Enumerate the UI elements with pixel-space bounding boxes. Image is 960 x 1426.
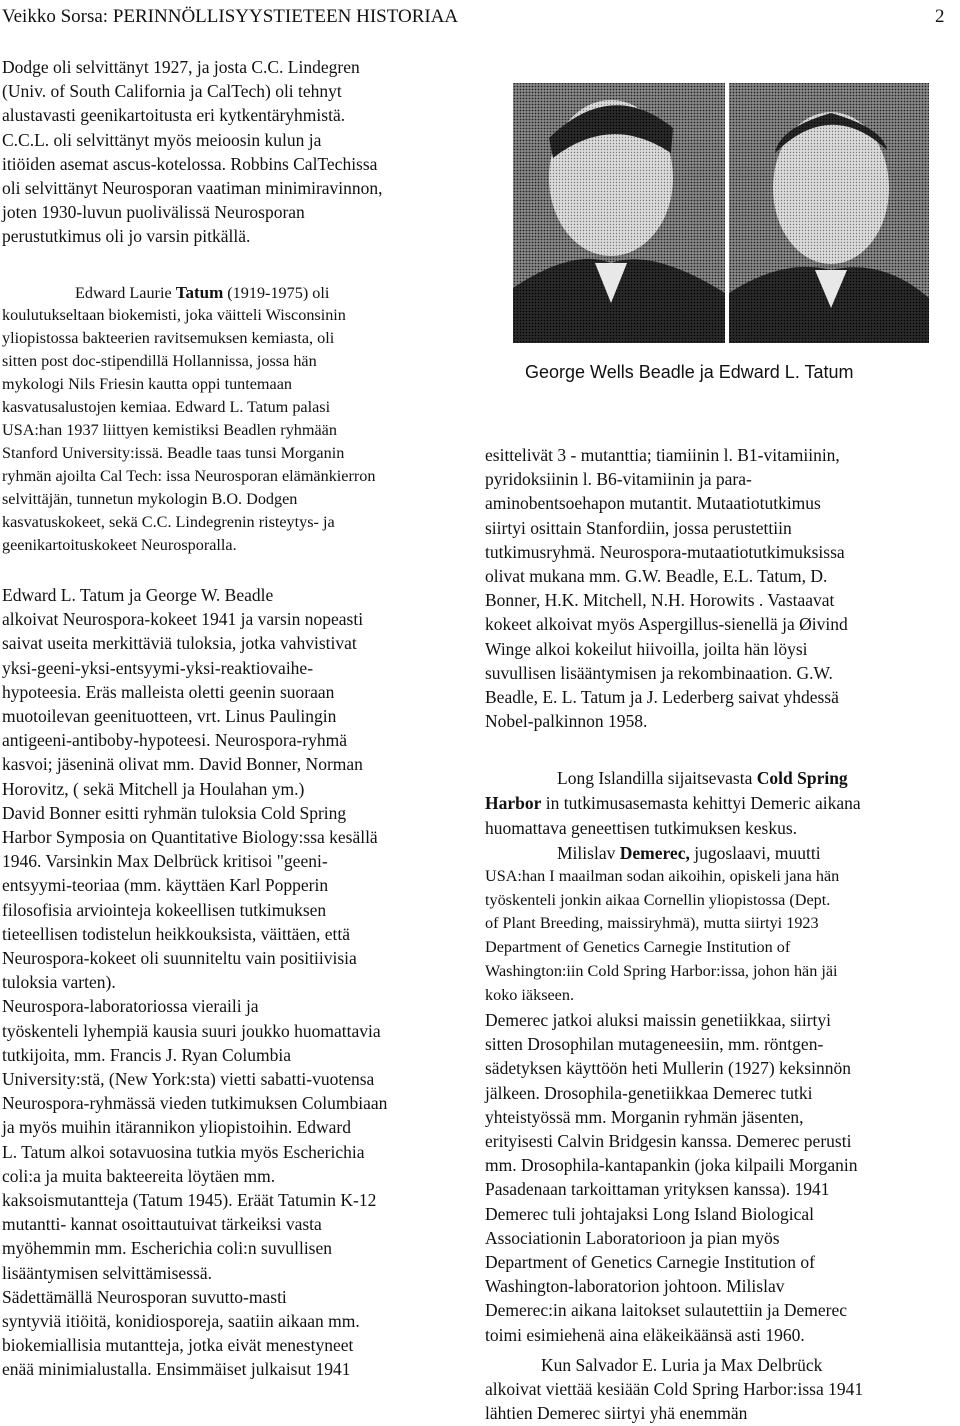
text-line: antigeeni-antiboby-hypoteesi. Neurospora-ryhmä	[2, 730, 348, 751]
cold-spring-bold: Cold Spring	[756, 768, 848, 788]
text-line: C.C.L. oli selvittänyt myös meioosin kulun ja	[2, 129, 322, 150]
text-line: Stanford University:issä. Beadle taas tunsi Morganin	[2, 444, 345, 462]
demerec-bold: Demerec,	[619, 843, 690, 863]
text-line: kokeet alkoivat myös Aspergillus-sienellä ja Øivind	[485, 614, 848, 635]
text-line: yksi-geeni-yksi-entsyymi-yksi-reaktiovaihe-	[2, 657, 314, 678]
text-line: pyridoksiinin l. B6-vitamiinin ja para-	[485, 469, 752, 490]
text-line: filosofisia arviointeja kokeellisen tutkimuksen	[2, 899, 327, 920]
text-line: Washington:iin Cold Spring Harbor:issa, johon hän jäi	[485, 961, 838, 980]
text-line: itiöiden asemat ascus-kotelossa. Robbins CalTechissa	[2, 153, 378, 174]
text-line: Neurospora-ryhmässä vieden tutkimuksen Columbiaan	[2, 1093, 388, 1114]
text-line: 1946. Varsinkin Max Delbrück kritisoi "geeni-	[2, 851, 328, 872]
text-line: Dodge oli selvittänyt 1927, ja josta C.C. Lindegren	[2, 57, 360, 77]
text-line: L. Tatum alkoi sotavuosina tutkia myös Escherichia	[2, 1141, 365, 1162]
text-line: Neurospora-laboratoriossa vieraili ja	[2, 996, 259, 1017]
cold-spring-line-2	[485, 793, 861, 814]
text-line: lähtien Demerec siirtyi yhä enemmän	[485, 1403, 748, 1424]
text-line: mykologi Nils Friesin kautta oppi tuntemaan	[2, 375, 292, 393]
tatum-first-pre: Edward Laurie	[75, 284, 176, 302]
text-line: joten 1930-luvun puolivälissä Neurosporan	[2, 202, 305, 223]
text-line: (Univ. of South California ja CalTech) oli tehnyt	[2, 81, 342, 102]
text-line: kasvoi; jäseninä olivat mm. David Bonner, Norman	[2, 754, 363, 775]
tatum-first-post: (1919-1975) oli	[223, 284, 330, 302]
text-line: biokemiallisia mutantteja, jotka eivät menestyneet	[2, 1335, 354, 1356]
text-line: Harbor Symposia on Quantitative Biology:ssa kesällä	[2, 827, 378, 847]
text-line: Department of Genetics Carnegie Institution of	[485, 1252, 815, 1272]
cold-spring-line-3: huomattava geneettisen tutkimuksen keskus.	[485, 818, 798, 838]
text-line: Winge alkoi kokeilut hiivoilla, joilta hän löysi	[485, 638, 808, 659]
text-line: sitten Drosophilan mutageneesiin, mm. röntgen-	[485, 1034, 824, 1055]
text-line: tuloksia varten).	[2, 972, 116, 993]
text-line: Demerec jatkoi aluksi maissin genetiikkaa, siirtyi	[485, 1010, 832, 1030]
text-line: yhteistyössä mm. Morganin ryhmän jäsenten,	[485, 1106, 804, 1127]
text-line: Nobel-palkinnon 1958.	[485, 711, 648, 732]
text-line: Demerec:in aikana laitokset sulautettiin ja Demerec	[485, 1300, 847, 1321]
text-line: muotoilevan geenituotteen, vrt. Linus Paulingin	[2, 706, 337, 726]
text-line: yliopistossa bakteerien ravitsemuksen kemiasta, oli	[2, 329, 335, 347]
demerec-post: jugoslaavi, muutti	[689, 843, 821, 863]
text-line: Department of Genetics Carnegie Institution of	[485, 938, 791, 957]
text-line: alustavasti geenikartoitusta eri kytkentäryhmistä.	[2, 105, 346, 126]
text-line: Demerec tuli johtajaksi Long Island Biological	[485, 1203, 815, 1224]
text-line: koko iäkseen.	[485, 985, 575, 1004]
text-line: Neurospora-kokeet oli suunniteltu vain positiivisia	[2, 948, 357, 968]
cold-spring-line-1	[557, 768, 848, 789]
text-line: ja myös muihin itärannikon yliopistoihin. Edward	[2, 1117, 351, 1138]
text-line: of Plant Breeding, maissiryhmä), mutta siirtyi 1923	[485, 914, 819, 933]
text-line: Horovitz, ( sekä Mitchell ja Houlahan ym.)	[2, 778, 305, 799]
text-line: työskenteli lyhempiä kausia suuri joukko huomattavia	[2, 1020, 381, 1041]
text-line: perustutkimus oli jo varsin pitkällä.	[2, 226, 251, 247]
text-line: University:stä, (New York:sta) vietti sabatti-vuotensa	[2, 1069, 375, 1089]
text-line: tieteellisen todistelun heikkouksista, väittäen, että	[2, 923, 350, 944]
text-line: työskenteli jonkin aikaa Cornellin yliopistossa (Dept.	[485, 890, 831, 909]
text-line: aminobentsoehapon mutantit. Mutaatiotutkimus	[485, 493, 821, 514]
text-line: coli:a ja muita bakteereita löytäen mm.	[2, 1165, 276, 1186]
text-line: hypoteesia. Eräs malleista oletti geenin suoraan	[2, 681, 335, 702]
harbor-bold: Harbor	[485, 793, 542, 813]
text-line: esittelivät 3 - mutanttia; tiamiinin l. B1-vitamiinin,	[485, 445, 840, 465]
text-line: olivat mukana mm. G.W. Beadle, E.L. Tatum, D.	[485, 566, 828, 586]
text-line: ryhmän ajoilta Cal Tech: issa Neurosporan elämänkierron	[2, 467, 376, 485]
text-line: tutkijoita, mm. Francis J. Ryan Columbia	[2, 1044, 292, 1065]
text-line: kaksoismutantteja (Tatum 1945). Eräät Tatumin K-12	[2, 1190, 377, 1210]
photo-caption: George Wells Beadle ja Edward L. Tatum	[525, 362, 854, 382]
demerec-line-1	[557, 843, 821, 864]
text-line: enää minimialustalla. Ensimmäiset julkaisut 1941	[2, 1359, 351, 1380]
text-line: siirtyi osittain Stanfordiin, jossa perustettiin	[485, 517, 792, 538]
text-line: toimi esimiehenä aina eläkeikäänsä asti 1960.	[485, 1324, 805, 1345]
text-line: geenikartoituskokeet Neurosporalla.	[2, 536, 237, 554]
text-line: tutkimusryhmä. Neurospora-mutaatiotutkimuksissa	[485, 541, 845, 562]
text-line: lisääntymisen selvittämisessä.	[2, 1262, 212, 1283]
text-line: saivat useita merkittäviä tuloksia, jotka vahvistivat	[2, 633, 357, 654]
portrait-photo	[483, 58, 959, 346]
text-line: suvullisen lisääntymisen ja rekombinaation. G.W.	[485, 662, 833, 683]
text-line: Pasadenaan tarkoittaman yrityksen kanssa). 1941	[485, 1179, 830, 1200]
text-line: jälkeen. Drosophila-genetiikkaa Demerec tutki	[485, 1082, 813, 1103]
page-number: 2	[935, 6, 945, 27]
running-header-title: Veikko Sorsa: PERINNÖLLISYYSTIETEEN HISTORIAA	[2, 6, 459, 27]
text-line: sädetyksen käyttöön heti Mullerin (1927) keksinnön	[485, 1058, 851, 1079]
portrait-photo-graphic	[483, 58, 959, 346]
text-line: kasvatusalustojen kemiaa. Edward L. Tatum palasi	[2, 398, 331, 416]
tatum-first-line	[75, 283, 329, 303]
text-line: mm. Drosophila-kantapankin (joka kilpaili Morganin	[485, 1155, 858, 1176]
text-line: Washington-laboratorion johtoon. Milislav	[485, 1276, 785, 1297]
text-line: Beadle, E. L. Tatum ja J. Lederberg saivat yhdessä	[485, 687, 839, 707]
text-line: Associationin Laboratorioon ja pian myös	[485, 1227, 780, 1248]
text-line: USA:han I maailman sodan aikoihin, opiskeli jana hän	[485, 867, 840, 885]
text-line: USA:han 1937 liittyen kemistiksi Beadlen ryhmään	[2, 421, 337, 439]
text-line: selvittäjän, tunnetun mykologin B.O. Dodgen	[2, 490, 298, 508]
text-line: erityisesti Calvin Bridgesin kanssa. Demerec perusti	[485, 1131, 852, 1151]
text-line: Bonner, H.K. Mitchell, N.H. Horowits . Vastaavat	[485, 590, 835, 611]
text-line: myöhemmin mm. Escherichia coli:n suvullisen	[2, 1238, 333, 1259]
text-line: koulutukseltaan biokemisti, joka väitteli Wisconsinin	[2, 306, 346, 324]
text-line: syntyviä itiöitä, konidiosporeja, saatiin aikaan mm.	[2, 1311, 360, 1331]
tatum-name-bold: Tatum	[175, 283, 224, 302]
cold-spring-post: in tutkimusasemasta kehittyi Demeric aikana	[541, 793, 861, 813]
text-line: alkoivat viettää kesiään Cold Spring Harbor:issa 1941	[485, 1379, 864, 1400]
cold-spring-pre: Long Islandilla sijaitsevasta	[557, 768, 757, 788]
text-line: sitten post doc-stipendillä Hollannissa, jossa hän	[2, 352, 317, 370]
demerec-pre: Milislav	[557, 843, 620, 863]
text-line: oli selvittänyt Neurosporan vaatiman minimiravinnon,	[2, 178, 383, 198]
text-line: Edward L. Tatum ja George W. Beadle	[2, 585, 274, 605]
text-line: alkoivat Neurospora-kokeet 1941 ja varsin nopeasti	[2, 609, 364, 630]
text-line: Sädettämällä Neurosporan suvutto-masti	[2, 1286, 287, 1307]
text-line: David Bonner esitti ryhmän tuloksia Cold Spring	[2, 802, 347, 823]
text-line: Kun Salvador E. Luria ja Max Delbrück	[541, 1355, 823, 1375]
text-line: kasvatuskokeet, sekä C.C. Lindegrenin risteytys- ja	[2, 513, 335, 531]
text-line: mutantti- kannat osoittautuivat tärkeiksi vasta	[2, 1214, 322, 1235]
text-line: entsyymi-teoriaa (mm. käyttäen Karl Popperin	[2, 875, 329, 896]
